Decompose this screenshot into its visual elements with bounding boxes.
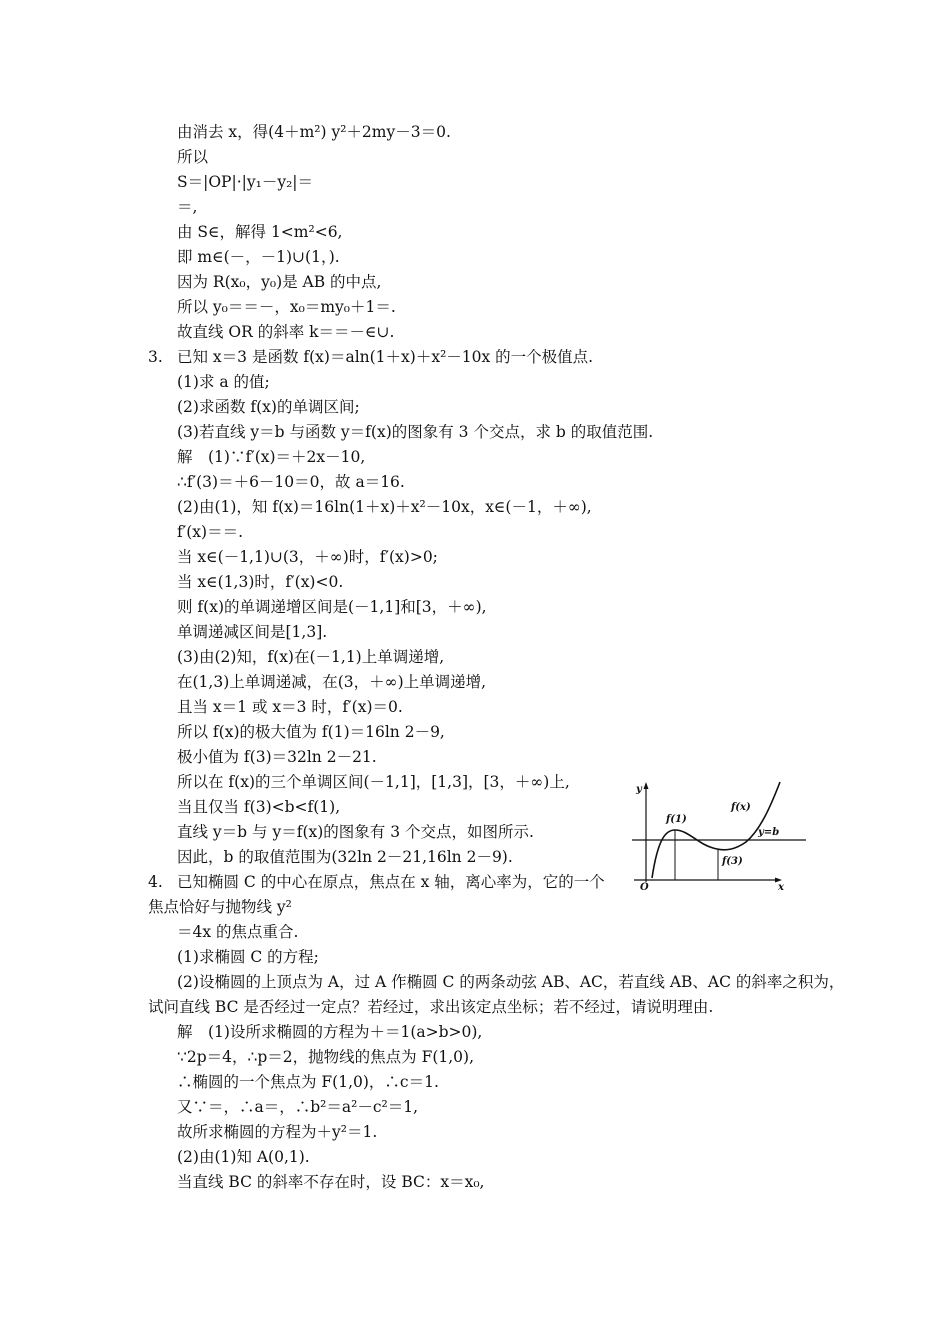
x-axis-label: x — [778, 882, 784, 893]
solution-line: 解 (1)∵f′(x)＝＋2x－10, — [177, 448, 366, 466]
solution-line: 当且仅当 f(3)<b<f(1), — [177, 798, 341, 816]
problem-part: (1)求 a 的值; — [177, 373, 270, 391]
solution-line: 在(1,3)上单调递减，在(3，＋∞)上单调递增, — [177, 673, 487, 691]
problem-part: (2)求函数 f(x)的单调区间; — [177, 398, 360, 416]
problem-statement: 已知 x＝3 是函数 f(x)＝aln(1＋x)＋x²－10x 的一个极值点. — [177, 348, 594, 366]
problem-number: 4. — [148, 873, 163, 891]
solution-line: 解 (1)设所求椭圆的方程为＋＝1(a>b>0), — [177, 1023, 483, 1041]
function-graph-figure — [628, 778, 814, 894]
text-line: 即 m∈(－，－1)∪(1，). — [177, 248, 340, 266]
solution-line: (2)由(1)知 A(0,1). — [177, 1148, 310, 1166]
problem-part: (1)求椭圆 C 的方程; — [177, 948, 319, 966]
solution-line: ∴椭圆的一个焦点为 F(1,0)，∴c＝1. — [177, 1073, 439, 1091]
line-label: y=b — [758, 827, 780, 838]
text-line: ＝, — [177, 198, 198, 216]
problem-part: (2)设椭圆的上顶点为 A，过 A 作椭圆 C 的两条动弦 AB、AC，若直线 AB、AC 的斜率之积为， — [177, 973, 845, 991]
solution-line: 直线 y＝b 与 y＝f(x)的图象有 3 个交点，如图所示. — [177, 823, 534, 841]
solution-line: 极小值为 f(3)＝32ln 2－21. — [177, 748, 377, 766]
max-label: f(1) — [666, 814, 687, 825]
problem-part: (3)若直线 y＝b 与函数 y＝f(x)的图象有 3 个交点，求 b 的取值范围. — [177, 423, 654, 441]
y-axis-label: y — [636, 784, 642, 795]
solution-line: 当 x∈(－1,1)∪(3，＋∞)时，f′(x)>0; — [177, 548, 438, 566]
problem-number: 3. — [148, 348, 163, 366]
text-line: 所以 y₀＝＝－，x₀＝my₀＋1＝. — [177, 298, 396, 316]
text-line: 故直线 OR 的斜率 k＝＝－∈∪. — [177, 323, 395, 341]
problem-statement: ＝4x 的焦点重合. — [177, 923, 299, 941]
text-line: 由消去 x，得(4＋m²) y²＋2my－3＝0. — [177, 123, 451, 141]
text-line: 由 S∈，解得 1<m²<6, — [177, 223, 343, 241]
solution-line: ∵2p＝4，∴p＝2，抛物线的焦点为 F(1,0), — [177, 1048, 475, 1066]
solution-line: (3)由(2)知，f(x)在(－1,1)上单调递增, — [177, 648, 445, 666]
solution-line: 当 x∈(1,3)时，f′(x)<0. — [177, 573, 344, 591]
problem-part: 试问直线 BC 是否经过一定点？若经过，求出该定点坐标；若不经过，请说明理由. — [148, 998, 714, 1016]
solution-line: 故所求椭圆的方程为＋y²＝1. — [177, 1123, 378, 1141]
solution-line: 当直线 BC 的斜率不存在时，设 BC：x＝x₀, — [177, 1173, 485, 1191]
solution-line: 且当 x＝1 或 x＝3 时，f′(x)＝0. — [177, 698, 403, 716]
min-label: f(3) — [722, 856, 743, 867]
solution-line: (2)由(1)，知 f(x)＝16ln(1＋x)＋x²－10x，x∈(－1，＋∞), — [177, 498, 592, 516]
solution-line: 所以 f(x)的极大值为 f(1)＝16ln 2－9, — [177, 723, 445, 741]
solution-line: 因此，b 的取值范围为(32ln 2－21,16ln 2－9). — [177, 848, 513, 866]
y-axis-arrow — [644, 782, 649, 789]
problem-statement: 焦点恰好与抛物线 y² — [148, 898, 292, 916]
solution-line: 单调递减区间是[1,3]. — [177, 623, 328, 641]
text-line: 因为 R(x₀，y₀)是 AB 的中点, — [177, 273, 382, 291]
problem-statement: 已知椭圆 C 的中心在原点，焦点在 x 轴，离心率为，它的一个 — [177, 873, 605, 891]
solution-line: 则 f(x)的单调递增区间是(－1,1]和[3，＋∞), — [177, 598, 487, 616]
text-line: 所以 — [177, 148, 209, 166]
curve-label: f(x) — [731, 802, 751, 813]
solution-line: 又∵＝，∴a＝，∴b²＝a²－c²＝1, — [177, 1098, 419, 1116]
solution-line: ∴f′(3)＝＋6－10＝0，故 a＝16. — [177, 473, 405, 491]
solution-line: 所以在 f(x)的三个单调区间(－1,1]，[1,3]，[3，＋∞)上, — [177, 773, 570, 791]
origin-label: O — [640, 882, 649, 893]
solution-line: f′(x)＝＝. — [177, 523, 244, 541]
text-line: S＝|OP|·|y₁－y₂|＝ — [177, 173, 314, 191]
